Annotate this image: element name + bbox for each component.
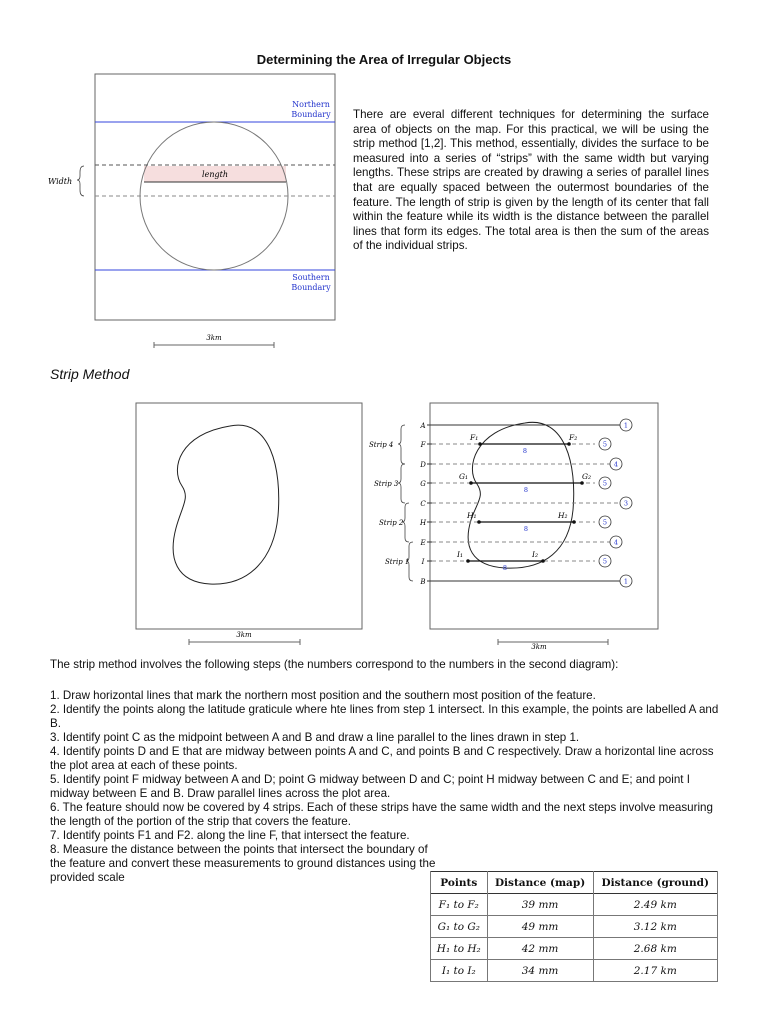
step-marker-number: 5: [602, 479, 608, 488]
point-label-I1: I₁: [457, 550, 463, 559]
segment-step-H: 8: [523, 525, 529, 533]
step-marker-number: 1: [623, 577, 629, 586]
steps-intro: The strip method involves the following steps (the numbers correspond to the numbers in the second diagram):: [50, 658, 619, 671]
cell-ground: 2.49 km: [593, 894, 717, 916]
distance-table: [430, 871, 718, 982]
intro-paragraph: There are everal different techniques for determining the surface area of objects on the map. For this practical, we will be using the strip method [1,2]. This method, essentially, divides the surface to be measured into a series of “strips” with the same width but varying lengths. These strips are created by drawing a series of parallel lines that are equally spaced between the outermost boundaries of the feature. The length of strip is given by the length of its center that fall within the feature while its width is the distance between the parallel lines that form its edges. The total area is then the sum of the areas of the individual strips.: [353, 108, 709, 253]
step-1: 1. Draw horizontal lines that mark the northern most position and the southern most position of the feature.: [50, 689, 596, 702]
segment-step-I: 8: [502, 564, 508, 572]
line-letter-C: C: [420, 500, 426, 508]
cell-points: F₁ to F₂: [431, 894, 488, 916]
scale-label: 3km: [531, 643, 547, 651]
cell-map: 39 mm: [487, 894, 593, 916]
step-3: 3. Identify point C as the midpoint between A and B and draw a line parallel to the lines drawn in step 1.: [50, 731, 580, 744]
cell-points: H₁ to H₂: [431, 938, 488, 960]
segment-step-G: 8: [523, 486, 529, 494]
cell-points: I₁ to I₂: [431, 960, 488, 982]
strip3-brace: [398, 464, 405, 503]
point-label-H1: H₁: [467, 511, 477, 520]
table-header-row: [431, 872, 718, 894]
width-label: Width: [48, 177, 73, 186]
cell-map: 42 mm: [487, 938, 593, 960]
step-5: 5. Identify point F midway between A and D; point G midway between D and C; point H midway between C and E; and point I midway between E and B. Draw parallel lines across the plot area.: [50, 773, 690, 800]
page-title: Determining the Area of Irregular Objects: [256, 52, 512, 67]
line-letter-E: E: [420, 539, 426, 547]
step-8: 8. Measure the distance between the points that intersect the boundary of the feature and convert these measurements to ground distances using the provided scale: [50, 843, 436, 884]
cell-ground: 2.68 km: [593, 938, 717, 960]
step-marker-number: 3: [623, 499, 629, 508]
line-letter-F: F: [420, 441, 426, 449]
cell-ground: 3.12 km: [593, 916, 717, 938]
point-label-H2: H₂: [558, 511, 568, 520]
step-marker-number: 5: [602, 440, 608, 449]
line-letter-I: I: [421, 558, 425, 566]
segment-step-F: 8: [522, 447, 528, 455]
point-label-G1: G₁: [459, 472, 468, 481]
strip-method-heading: Strip Method: [50, 366, 130, 382]
strip-label-2: Strip 2: [379, 519, 404, 527]
northern-label-1: Northern: [292, 100, 330, 109]
table-row: [431, 894, 718, 916]
scale-label: 3km: [236, 631, 252, 639]
line-letter-D: D: [420, 461, 426, 469]
figure-strip-diagram: [365, 398, 670, 654]
step-6: 6. The feature should now be covered by 4 strips. Each of these strips have the same width and the next steps involve measuring the length of the portion of the strip that covers the feature.: [50, 801, 713, 828]
header-distance-map: Distance (map): [487, 872, 593, 894]
line-letter-A: A: [420, 422, 426, 430]
table-row: [431, 916, 718, 938]
strip-label-3: Strip 3: [374, 480, 399, 488]
figure3-frame: [430, 403, 658, 629]
step-4: 4. Identify points D and E that are midway between points A and C, and points B and C respectively. Draw a horizontal line across the plot area at each of these points.: [50, 745, 714, 772]
bean-feature: [173, 425, 279, 584]
header-distance-ground: Distance (ground): [593, 872, 717, 894]
step-7: 7. Identify points F1 and F2. along the line F, that intersect the feature.: [50, 829, 410, 842]
scale-label: 3km: [206, 334, 222, 342]
point-label-F2: F₂: [569, 433, 578, 442]
figure2-frame: [136, 403, 362, 629]
cell-map: 34 mm: [487, 960, 593, 982]
step-marker-number: 1: [623, 421, 629, 430]
cell-points: G₁ to G₂: [431, 916, 488, 938]
step-marker-number: 4: [613, 538, 619, 547]
strip-label-1: Strip 1: [385, 558, 410, 566]
line-letter-B: B: [420, 578, 426, 586]
cell-ground: 2.17 km: [593, 960, 717, 982]
line-letter-G: G: [420, 480, 426, 488]
point-label-I2: I₂: [532, 550, 538, 559]
figure-circle-diagram: [40, 72, 350, 352]
width-brace: [77, 166, 84, 196]
table-row: [431, 938, 718, 960]
strip4-brace: [398, 425, 405, 464]
steps-list: [50, 689, 722, 885]
point-label-G2: G₂: [582, 472, 591, 481]
line-letter-H: H: [419, 519, 427, 527]
table-row: [431, 960, 718, 982]
step-marker-number: 4: [613, 460, 619, 469]
southern-label-1: Southern: [292, 273, 330, 282]
length-label: length: [202, 170, 228, 179]
southern-label-2: Boundary: [291, 283, 331, 292]
cell-map: 49 mm: [487, 916, 593, 938]
header-points: Points: [431, 872, 488, 894]
step-2: 2. Identify the points along the latitude graticule where hte lines from step 1 intersect. In this example, the points are labelled A and B.: [50, 703, 719, 730]
step-marker-number: 5: [602, 518, 608, 527]
step-marker-number: 5: [602, 557, 608, 566]
strip-label-4: Strip 4: [369, 441, 394, 449]
point-label-F1: F₁: [470, 433, 479, 442]
northern-label-2: Boundary: [291, 110, 331, 119]
figure-feature-diagram: [130, 398, 370, 650]
